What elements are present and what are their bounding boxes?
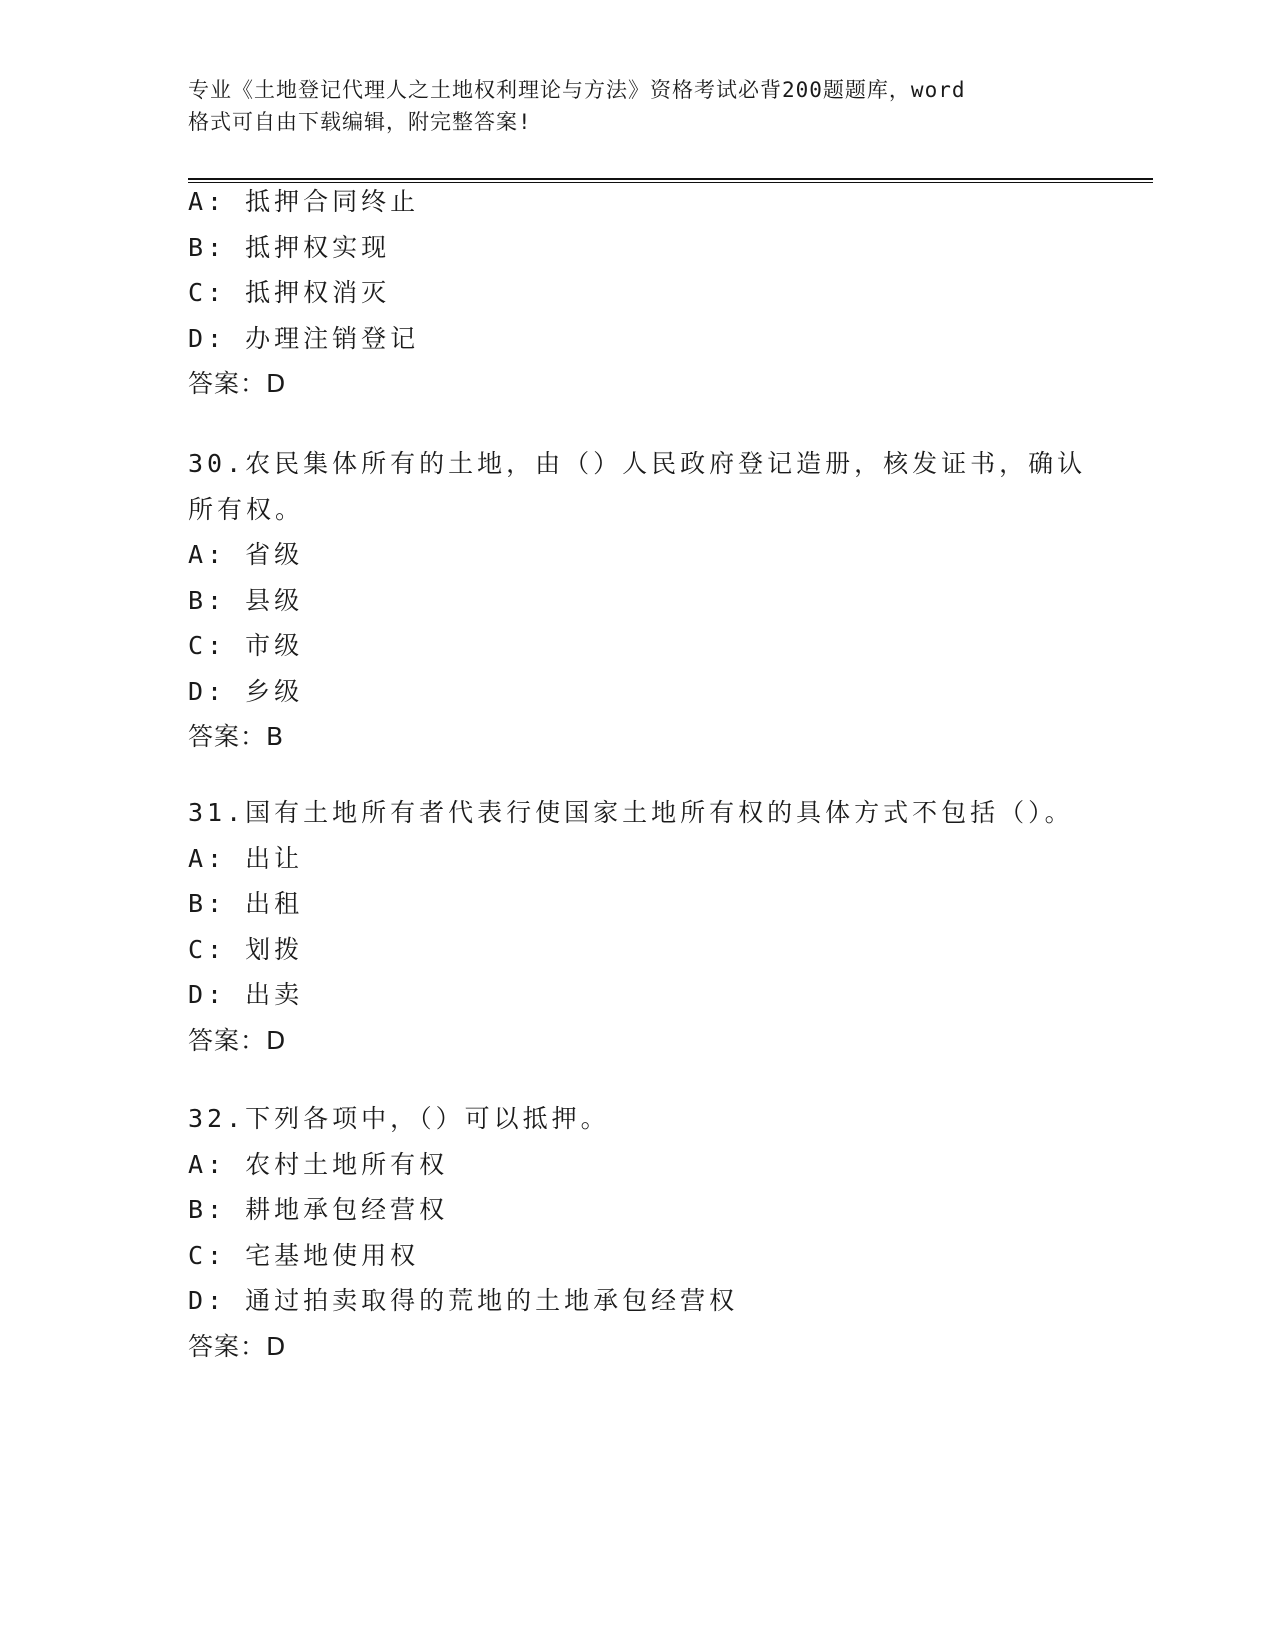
question-stem-line-2: 所有权。 xyxy=(188,494,305,524)
answer-text: 答案：D xyxy=(188,1025,287,1055)
question-stem: 31.国有土地所有者代表行使国家土地所有权的具体方式不包括（）。 xyxy=(188,798,1074,827)
option-b: B: 耕地承包经营权 xyxy=(188,1195,449,1224)
question-31 xyxy=(188,790,1108,1063)
option-c: C: 划拨 xyxy=(188,934,304,964)
document-header xyxy=(188,74,1068,138)
question-stem-line-1: 30.农民集体所有的土地，由（）人民政府登记造册，核发证书，确认 xyxy=(188,449,1087,478)
answer-text: 答案：D xyxy=(188,1331,287,1361)
question-30 xyxy=(188,441,1108,760)
option-a: A: 农村土地所有权 xyxy=(188,1149,449,1179)
option-b: B: 抵押权实现 xyxy=(188,232,391,262)
option-b: B: 县级 xyxy=(188,585,304,615)
answer-text: 答案：D xyxy=(188,369,287,398)
question-stem: 32.下列各项中，（）可以抵押。 xyxy=(188,1104,610,1133)
header-title-line-2: 格式可自由下载编辑，附完整答案! xyxy=(188,110,532,134)
option-c: C: 市级 xyxy=(188,631,304,660)
option-d: D: 办理注销登记 xyxy=(188,323,420,353)
option-d: D: 出卖 xyxy=(188,980,304,1009)
answer-text: 答案：B xyxy=(188,722,285,751)
question-29 xyxy=(188,179,1108,407)
option-d: D: 通过拍卖取得的荒地的土地承包经营权 xyxy=(188,1286,739,1315)
header-title-line-1: 专业《土地登记代理人之土地权利理论与方法》资格考试必背200题题库，word xyxy=(188,78,966,102)
option-d: D: 乡级 xyxy=(188,676,304,706)
option-c: C: 宅基地使用权 xyxy=(188,1240,420,1270)
option-b: B: 出租 xyxy=(188,889,304,918)
option-c: C: 抵押权消灭 xyxy=(188,278,391,307)
option-a: A: 省级 xyxy=(188,540,304,569)
option-a: A: 出让 xyxy=(188,843,304,873)
question-32 xyxy=(188,1096,1108,1369)
option-a: A: 抵押合同终止 xyxy=(188,187,420,216)
